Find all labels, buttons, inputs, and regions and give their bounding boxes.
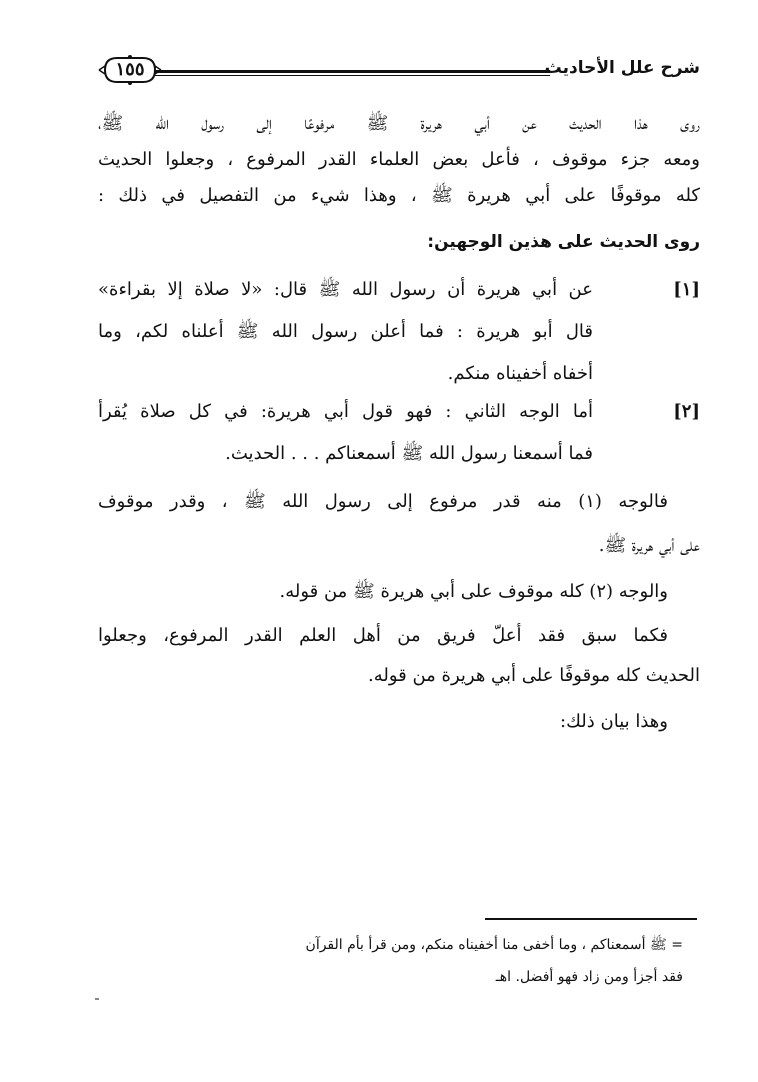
item-line: قال أبو هريرة : فما أعلن رسول الله ﷺ أعلناه لكم، وما xyxy=(98,321,593,342)
header-rule-thin xyxy=(155,75,550,76)
body-line: الحديث كله موقوفًا على أبي هريرة من قوله. xyxy=(367,665,700,686)
running-title: شرح علل الأحاديث xyxy=(544,58,700,78)
body-line: والوجه (٢) كله موقوف على أبي هريرة ﷺ من قوله. xyxy=(279,581,668,602)
footnote-line: = ﷺ أسمعناكم ، وما أخفى منا أخفيناه منكم، ومن قرأ بأم القرآن xyxy=(305,937,683,953)
body-line: فالوجه (١) منه قدر مرفوع إلى رسول الله ﷺ ، وقدر موقوف xyxy=(98,491,668,512)
footnote-line: فقد أجزأ ومن زاد فهو أفضل. اهـ xyxy=(495,969,683,985)
footnote-rule xyxy=(485,918,697,920)
item-line: فما أسمعنا رسول الله ﷺ أسمعناكم . . . الحديث. xyxy=(225,443,593,464)
intro-line: كله موقوفًا على أبي هريرة ﷺ ، وهذا شيء من التفصيل في ذلك : xyxy=(98,185,700,206)
intro-line: روى هذا الحديث عن أبي هريرة ﷺ مرفوعًا إلى رسول الله ﷺ، xyxy=(98,113,700,134)
header-rule xyxy=(155,70,550,73)
page-header xyxy=(95,52,700,92)
item-line: أخفاه أخفيناه منكم. xyxy=(447,363,593,384)
item-line: أما الوجه الثاني : فهو قول أبي هريرة: في كل صلاة يُقرأ xyxy=(98,401,593,422)
body-line: وهذا بيان ذلك: xyxy=(560,711,668,732)
body-line: فكما سبق فقد أعلّ فريق من أهل العلم القدر المرفوع، وجعلوا xyxy=(98,625,668,646)
item-line: عن أبي هريرة أن رسول الله ﷺ قال: «لا صلاة إلا بقراءة» xyxy=(98,279,593,300)
intro-line: ومعه جزء موقوف ، فأعل بعض العلماء القدر المرفوع ، وجعلوا الحديث xyxy=(98,149,700,170)
item-marker: [٢] xyxy=(673,401,700,422)
page-number-text: ١٥٥ xyxy=(115,59,145,80)
section-subheading: روى الحديث على هذين الوجهين: xyxy=(427,232,700,252)
item-marker: [١] xyxy=(673,279,700,300)
scan-speck xyxy=(95,998,99,1000)
body-line: على أبي هريرة ﷺ. xyxy=(598,535,700,556)
